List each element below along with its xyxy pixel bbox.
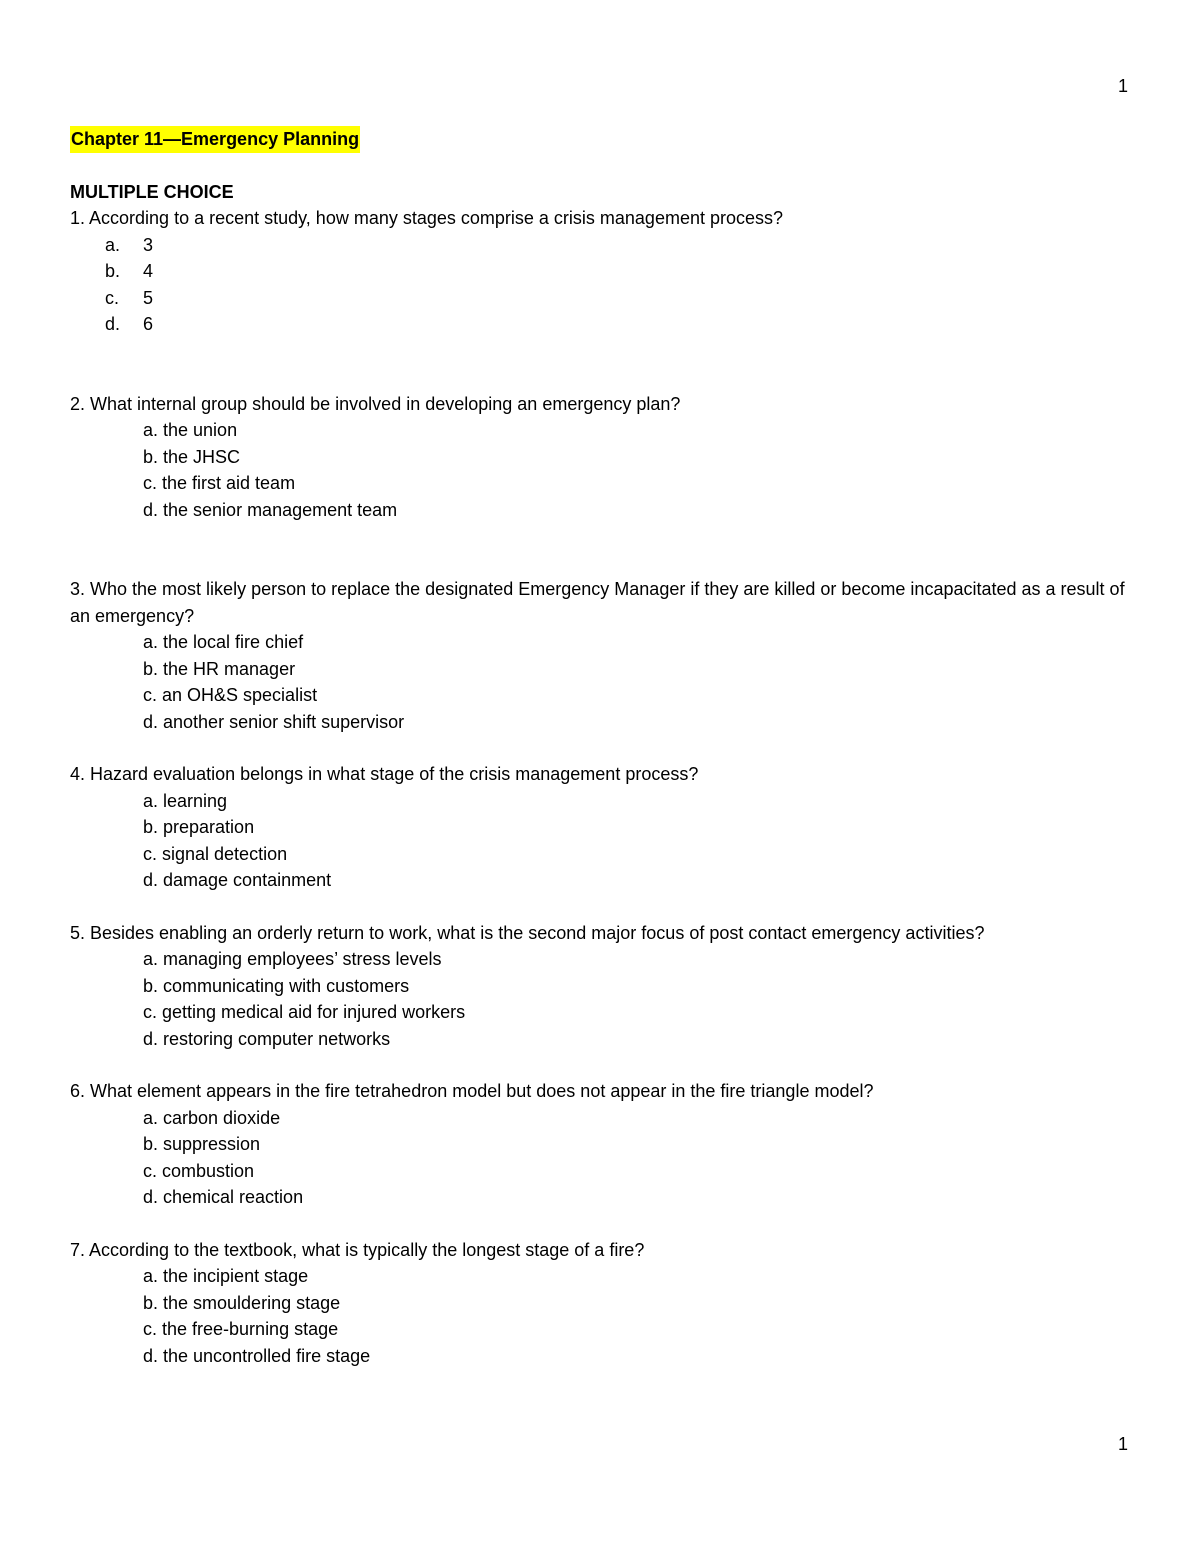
page-number-bottom: 1 xyxy=(1117,1434,1128,1454)
option-letter: d. xyxy=(105,314,121,334)
question-4-options xyxy=(70,788,1130,894)
question-3-options xyxy=(70,629,1130,735)
question-2-options xyxy=(70,417,1130,523)
section-heading: MULTIPLE CHOICE xyxy=(70,181,234,202)
question-7: 7. According to the textbook, what is typically the longest stage of a fire? xyxy=(70,1239,645,1260)
option: c. getting medical aid for injured workers xyxy=(143,1002,466,1022)
question-5: 5. Besides enabling an orderly return to work, what is the second major focus of post contact emergency activities? xyxy=(70,922,985,943)
option-text: 3 xyxy=(143,234,154,255)
option: d. the uncontrolled fire stage xyxy=(143,1345,371,1366)
option: a. the union xyxy=(143,420,238,440)
option-text: 4 xyxy=(143,261,154,281)
option: a. managing employees’ stress levels xyxy=(143,949,442,969)
option: a. carbon dioxide xyxy=(143,1107,281,1128)
option: c. the free-burning stage xyxy=(143,1319,339,1339)
option: d. another senior shift supervisor xyxy=(143,711,405,732)
question-6-options xyxy=(70,1105,1130,1211)
option: b. suppression xyxy=(143,1134,261,1154)
option-letter: a. xyxy=(105,234,121,255)
question-5-options xyxy=(70,946,1130,1052)
option-letter: b. xyxy=(105,261,121,281)
question-4: 4. Hazard evaluation belongs in what stage of the crisis management process? xyxy=(70,764,699,784)
option: b. communicating with customers xyxy=(143,975,410,996)
option: d. restoring computer networks xyxy=(143,1028,391,1049)
option-text: 6 xyxy=(143,314,154,334)
option xyxy=(105,258,1130,285)
option: d. the senior management team xyxy=(143,499,398,520)
option: d. chemical reaction xyxy=(143,1187,304,1207)
option: c. combustion xyxy=(143,1160,255,1181)
option xyxy=(105,311,1130,338)
option: c. the first aid team xyxy=(143,473,296,493)
question-3: 3. Who the most likely person to replace the designated Emergency Manager if they are killed or become incapacitated as a result of an emergency? xyxy=(70,579,1125,626)
option-text: 5 xyxy=(143,287,154,308)
option: a. learning xyxy=(143,790,228,811)
option xyxy=(105,232,1130,259)
page-number-top: 1 xyxy=(1117,76,1128,96)
document-body xyxy=(70,126,1130,1369)
option: b. the HR manager xyxy=(143,658,296,679)
option xyxy=(105,285,1130,312)
question-7-options xyxy=(70,1263,1130,1369)
option: d. damage containment xyxy=(143,870,332,890)
option: a. the incipient stage xyxy=(143,1266,309,1286)
option: b. the JHSC xyxy=(143,446,241,467)
option: c. signal detection xyxy=(143,843,288,864)
option-letter: c. xyxy=(105,287,120,308)
chapter-title: Chapter 11—Emergency Planning xyxy=(70,126,360,153)
question-2: 2. What internal group should be involved in developing an emergency plan? xyxy=(70,393,681,414)
question-1-options xyxy=(70,232,1130,338)
option: a. the local fire chief xyxy=(143,632,304,652)
question-6: 6. What element appears in the fire tetrahedron model but does not appear in the fire triangle model? xyxy=(70,1081,874,1101)
option: c. an OH&S specialist xyxy=(143,685,318,705)
option: b. preparation xyxy=(143,817,255,837)
question-1: 1. According to a recent study, how many stages comprise a crisis management process? xyxy=(70,208,784,228)
option: b. the smouldering stage xyxy=(143,1292,341,1313)
